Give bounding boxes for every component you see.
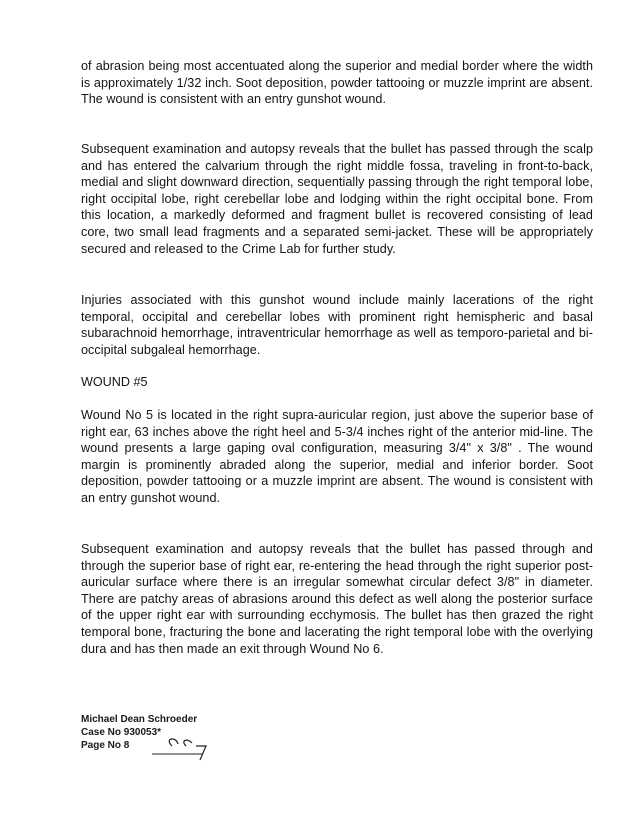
section-heading-wound-5: WOUND #5 [81,375,148,389]
paragraph-wound-4-path: Subsequent examination and autopsy reveals that the bullet has passed through the scalp and has entered the calvarium through the right middle fossa, traveling in front-to-back, medial and slight downward direction, sequentially passing through the right temporal lobe, right occipital lobe, right cerebellar lobe and lodging within the right occipital bone. From this location, a markedly deformed and fragment bullet is recovered consisting of lead core, two small lead fragments and a separated semi-jacket. These will be appropriately secured and released to the Crime Lab for further study. [81,142,593,256]
paragraph-wound-5-path: Subsequent examination and autopsy reveals that the bullet has passed through and through the superior base of right ear, re-entering the head through the right superior post-auricular surface where there is an irregular somewhat circular defect 3/8" in diameter. There are patchy areas of abrasions around this defect as well along the posterior surface of the upper right ear with surrounding ecchymosis. The bullet has then grazed the right temporal bone, fracturing the bone and lacerating the right temporal lobe with the overlying dura and has then made an exit through Wound No 6. [81,542,593,656]
paragraph-wound-4-injuries: Injuries associated with this gunshot wound include mainly lacerations of the right temporal, occipital and cerebellar lobes with prominent right hemispheric and basal subarachnoid hemorrhage, intraventricular hemorrhage as well as temporo-parietal and bi-occipital subgaleal hemorrhage. [81,293,593,357]
footer-case-number: Case No 930053* [81,727,162,738]
paragraph-wound-4-description-end: of abrasion being most accentuated along the superior and medial border where the width is approximately 1/32 inch. Soot deposition, powder tattooing or muzzle imprint are absent. The wound is consistent with an entry gunshot wound. [81,59,593,107]
paragraph-wound-5-description: Wound No 5 is located in the right supra-auricular region, just above the superior base of right ear, 63 inches above the right heel and 5-3/4 inches right of the anterior mid-line. The wound presents a large gaping oval configuration, measuring 3/4" x 3/8" . The wound margin is prominently abraded along the superior, medial and inferior border. Soot deposition, powder tattooing or a muzzle imprint are absent. The wound is consistent with an entry gunshot wound. [81,408,593,505]
footer-subject-name: Michael Dean Schroeder [81,714,198,725]
footer-page-number: Page No 8 [81,740,130,751]
handwritten-initials-signature [150,724,212,764]
